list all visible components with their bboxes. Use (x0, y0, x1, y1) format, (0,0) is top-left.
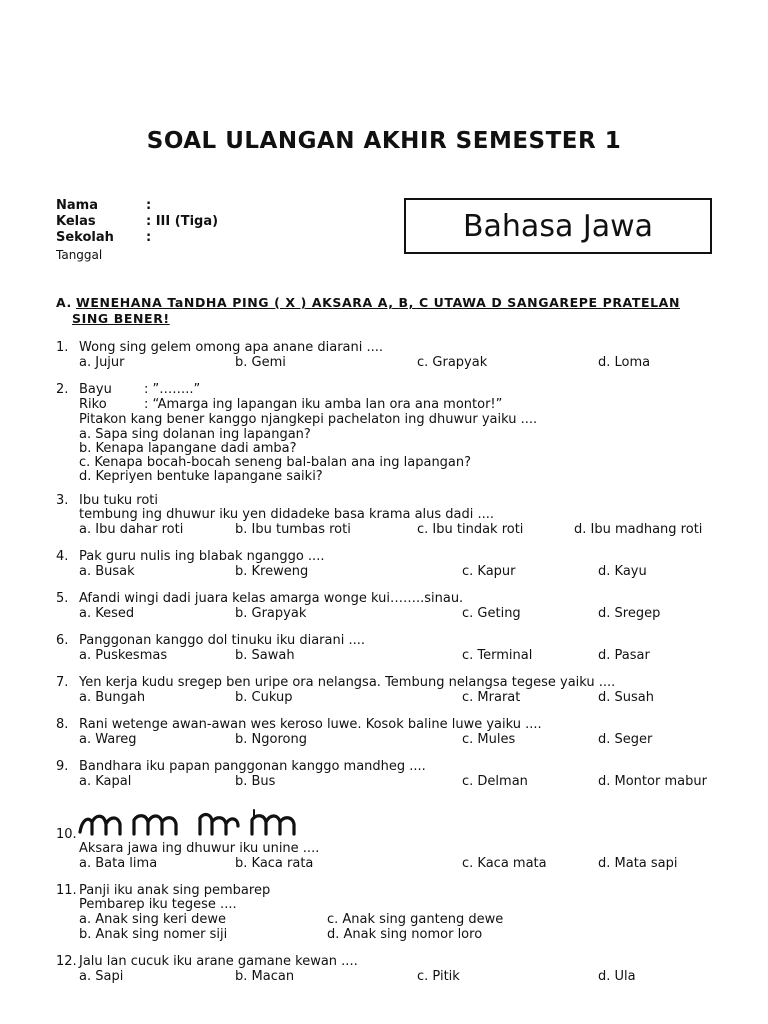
question-number: 8. (56, 717, 69, 732)
nama-label: Nama (56, 198, 98, 213)
option-b: b. Kenapa lapangane dadi amba? (79, 441, 297, 456)
option-b: b. Sawah (235, 648, 295, 663)
dialog-line-riko: : “Amarga ing lapangan iku amba lan ora ana montor!” (144, 397, 503, 412)
question-text: Wong sing gelem omong apa anane diarani .... (79, 340, 384, 355)
question-text-2: Pembarep iku tegese .... (79, 897, 237, 912)
option-c: c. Geting (462, 606, 521, 621)
question-number: 9. (56, 759, 69, 774)
option-c: c. Kenapa bocah-bocah seneng bal-balan ana ing lapangan? (79, 455, 472, 470)
option-d: d. Ibu madhang roti (574, 522, 703, 537)
option-a: a. Kapal (79, 774, 132, 789)
option-d: d. Pasar (598, 648, 650, 663)
subject-title: Bahasa Jawa (462, 208, 654, 244)
question-text: Bandhara iku papan panggonan kanggo mandheg .... (79, 759, 426, 774)
option-a: a. Bata lima (79, 856, 158, 871)
option-a: a. Anak sing keri dewe (79, 912, 227, 927)
option-b: b. Cukup (235, 690, 293, 705)
option-b: b. Gemi (235, 355, 286, 370)
option-a: a. Sapi (79, 969, 124, 984)
option-b: b. Ibu tumbas roti (235, 522, 351, 537)
option-b: b. Kreweng (235, 564, 309, 579)
question-number: 12. (56, 954, 77, 969)
question-text: Panggonan kanggo dol tinuku iku diarani .... (79, 633, 365, 648)
question-number: 5. (56, 591, 69, 606)
question-text: Jalu lan cucuk iku arane gamane kewan .... (79, 954, 358, 969)
question-number: 6. (56, 633, 69, 648)
question-text: Ibu tuku roti (79, 493, 159, 508)
kelas-value: : III (Tiga) (146, 214, 219, 229)
option-a: a. Busak (79, 564, 135, 579)
sekolah-label: Sekolah (56, 230, 114, 245)
question-text: Afandi wingi dadi juara kelas amarga wonge kui……..sinau. (79, 591, 464, 606)
option-c: c. Pitik (417, 969, 460, 984)
option-d: d. Susah (598, 690, 654, 705)
page-title: SOAL ULANGAN AKHIR SEMESTER 1 (146, 128, 622, 154)
option-d: d. Loma (598, 355, 651, 370)
option-a: a. Jujur (79, 355, 125, 370)
subject-box (404, 198, 712, 254)
option-a: a. Kesed (79, 606, 135, 621)
option-c: c. Anak sing ganteng dewe (327, 912, 504, 927)
option-c: c. Terminal (462, 648, 533, 663)
question-number: 3. (56, 493, 69, 508)
question-number: 7. (56, 675, 69, 690)
question-text: Pak guru nulis ing blabak nganggo .... (79, 549, 325, 564)
option-c: c. Grapyak (417, 355, 488, 370)
question-text: Aksara jawa ing dhuwur iku unine .... (79, 841, 320, 856)
question-number: 11. (56, 883, 77, 898)
option-b: b. Bus (235, 774, 276, 789)
option-d: d. Sregep (598, 606, 661, 621)
tanggal-label: Tanggal (56, 248, 103, 262)
option-b: b. Ngorong (235, 732, 307, 747)
dialog-line-bayu: : ”……..” (144, 382, 201, 397)
option-c: c. Kaca mata (462, 856, 547, 871)
option-d: d. Anak sing nomor loro (327, 927, 483, 942)
option-b: b. Anak sing nomer siji (79, 927, 228, 942)
question-text: Rani wetenge awan-awan wes keroso luwe. Kosok baline luwe yaiku .... (79, 717, 542, 732)
question-number: 10. (56, 827, 77, 842)
option-c: c. Ibu tindak roti (417, 522, 524, 537)
option-c: c. Mules (462, 732, 516, 747)
dialog-speaker-bayu: Bayu (79, 382, 112, 397)
question-number: 2. (56, 382, 69, 397)
option-a: a. Wareg (79, 732, 137, 747)
option-b: b. Macan (235, 969, 295, 984)
option-c: c. Mrarat (462, 690, 521, 705)
option-d: d. Ula (598, 969, 636, 984)
option-b: b. Grapyak (235, 606, 307, 621)
option-c: c. Delman (462, 774, 528, 789)
option-d: d. Kepriyen bentuke lapangane saiki? (79, 469, 323, 484)
sekolah-colon: : (146, 230, 152, 245)
section-prefix: A. (56, 295, 72, 310)
option-d: d. Mata sapi (598, 856, 678, 871)
question-text: Panji iku anak sing pembarep (79, 883, 271, 898)
question-number: 4. (56, 549, 69, 564)
option-a: a. Sapa sing dolanan ing lapangan? (79, 427, 311, 442)
option-b: b. Kaca rata (235, 856, 314, 871)
option-d: d. Kayu (598, 564, 647, 579)
option-d: d. Montor mabur (598, 774, 707, 789)
javanese-script-icon (76, 806, 312, 840)
section-instruction-line2: SING BENER! (72, 311, 170, 326)
question-text: Pitakon kang bener kanggo njangkepi pachelaton ing dhuwur yaiku .... (79, 412, 538, 427)
option-c: c. Kapur (462, 564, 516, 579)
option-a: a. Bungah (79, 690, 146, 705)
nama-colon: : (146, 198, 152, 213)
section-instruction-line1: WENEHANA TaNDHA PING ( X ) AKSARA A, B, C UTAWA D SANGAREPE PRATELAN (76, 295, 681, 310)
question-number: 1. (56, 340, 69, 355)
question-text-2: tembung ing dhuwur iku yen didadeke basa krama alus dadi .... (79, 507, 495, 522)
question-text: Yen kerja kudu sregep ben uripe ora nelangsa. Tembung nelangsa tegese yaiku .... (79, 675, 616, 690)
option-a: a. Ibu dahar roti (79, 522, 184, 537)
option-d: d. Seger (598, 732, 653, 747)
kelas-label: Kelas (56, 214, 96, 229)
option-a: a. Puskesmas (79, 648, 168, 663)
dialog-speaker-riko: Riko (79, 397, 107, 412)
